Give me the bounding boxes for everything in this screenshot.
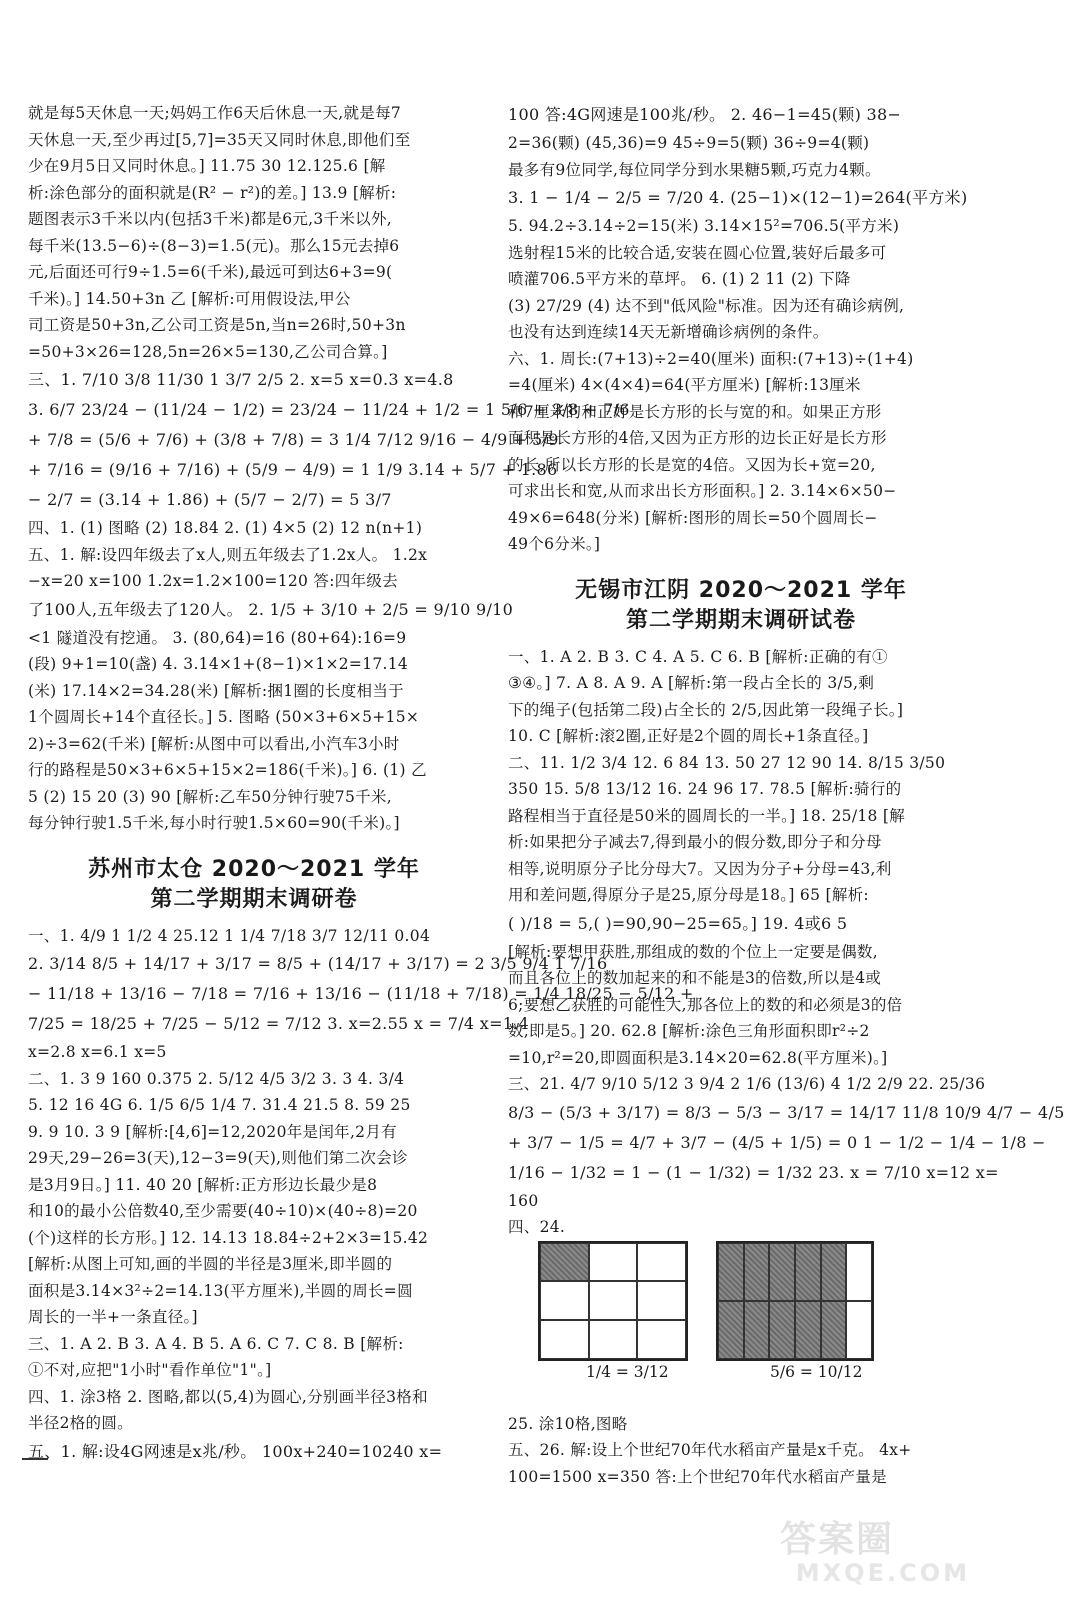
text-line: 选射程15米的比较合适,安装在圆心位置,装好后最多可 xyxy=(508,243,887,262)
text-line: 四、1. 涂3格 2. 图略,都以(5,4)为圆心,分别画半径3格和 xyxy=(28,1387,428,1406)
grid-figure-five-sixths xyxy=(716,1241,874,1361)
text-line: 10. C [解析:滚2圈,正好是2个圆的周长+1条直径。] xyxy=(508,727,869,745)
text-line: 2. 3/14 8/5 + 14/17 + 3/17 = 8/5 + (14/17 + 3/17) = 2 3/5 9/4 1 7/16 xyxy=(28,954,608,973)
text-line: 2=36(颗) (45,36)=9 45÷9=5(颗) 36÷9=4(颗) xyxy=(508,134,870,152)
text-line: 2)÷3=62(千米) [解析:从图中可以看出,小汽车3小时 xyxy=(28,734,400,753)
text-line: 1个圆周长+14个直径长。] 5. 图略 (50×3+6×5+15× xyxy=(28,708,420,726)
text-line: 五、26. 解:设上个世纪70年代水稻亩产量是x千克。 4x+ xyxy=(508,1441,912,1459)
text-line: 29天,29−26=3(天),12−3=9(天),则他们第二次会诊 xyxy=(28,1149,408,1167)
text-line: + 7/8 = (5/6 + 7/6) + (3/8 + 7/8) = 3 1/4 7/12 9/16 − 4/9 + 5/9 xyxy=(28,430,559,449)
text-line: 9. 9 10. 3 9 [解析:[4,6]=12,2020年是闰年,2月有 xyxy=(28,1122,397,1141)
text-line: 是3月9日。] 11. 40 20 [解析:正方形边长最少是8 xyxy=(28,1175,378,1194)
text-line: + 7/16 = (9/16 + 7/16) + (5/9 − 4/9) = 1 1/9 3.14 + 5/7 + 1.86 xyxy=(28,460,558,479)
wuxi-title-line1: 无锡市江阴 2020～2021 学年 xyxy=(575,577,907,603)
text-line: − 2/7 = (3.14 + 1.86) + (5/7 − 2/7) = 5 3/7 xyxy=(28,490,392,509)
site-watermark xyxy=(780,1520,970,1586)
text-line: ( )/18 = 5,( )=90,90−25=65。] 19. 4或6 5 xyxy=(508,913,848,933)
suzhou-title-line2: 第二学期期末调研卷 xyxy=(150,886,358,912)
text-line: 可求出长和宽,从而求出长方形面积。] 2. 3.14×6×50− xyxy=(508,482,897,500)
text-line: 二、11. 1/2 3/4 12. 6 84 13. 50 27 12 90 14. 8/15 3/50 xyxy=(508,753,946,772)
text-line: 三、1. A 2. B 3. A 4. B 5. A 6. C 7. C 8. B [解析: xyxy=(28,1334,404,1353)
text-line: =10,r²=20,即圆面积是3.14×20=62.8(平方厘米)。] xyxy=(508,1048,888,1067)
text-line: 也没有达到连续14天无新增确诊病例的条件。 xyxy=(508,323,829,341)
right-text-block-1 xyxy=(508,100,974,558)
text-line: 一、1. 4/9 1 1/2 4 25.12 1 1/4 7/18 3/7 12/11 0.04 xyxy=(28,926,431,945)
text-line: 7/25 = 18/25 + 7/25 − 5/12 = 7/12 3. x=2.55 x = 7/4 x=1.4 xyxy=(28,1014,530,1033)
text-line: 千米)。] 14.50+3n 乙 [解析:可用假设法,甲公 xyxy=(28,289,351,308)
text-line: 三、1. 7/10 3/8 11/30 1 3/7 2/5 2. x=5 x=0.3 x=4.8 xyxy=(28,370,454,389)
text-line: −x=20 x=100 1.2x=1.2×100=120 答:四年级去 xyxy=(28,572,398,590)
text-line: 5. 94.2÷3.14÷2=15(米) 3.14×15²=706.5(平方米) xyxy=(508,217,900,235)
grid-figure-quarter xyxy=(538,1241,688,1361)
text-line: 少在9月5日又同时休息。] 11.75 30 12.125.6 [解 xyxy=(28,157,386,175)
text-line: ③④。] 7. A 8. A 9. A [解析:第一段占全长的 3/5,剩 xyxy=(508,674,875,692)
text-line: 了100人,五年级去了120人。 2. 1/5 + 3/10 + 2/5 = 9/10 9/10 xyxy=(28,599,514,619)
text-line: (3) 27/29 (4) 达不到"低风险"标准。因为还有确诊病例, xyxy=(508,296,905,315)
text-line: 最多有9位同学,每位同学分到水果糖5颗,巧克力4颗。 xyxy=(508,160,881,179)
text-line: [解析:从图上可知,画的半圆的半径是3厘米,即半圆的 xyxy=(28,1255,393,1273)
text-line: [解析:要想甲获胜,那组成的数的个位上一定要是偶数, xyxy=(508,942,878,961)
right-column xyxy=(508,100,1065,1490)
text-line: 5. 12 16 4G 6. 1/5 6/5 1/4 7. 31.4 21.5 8. 59 25 xyxy=(28,1096,411,1114)
text-line: 用和差问题,得原分子是25,原分母是18。] 65 [解析: xyxy=(508,886,869,904)
figure-caption-2: 5/6 = 10/12 xyxy=(770,1362,863,1381)
text-line: 100=1500 x=350 答:上个世纪70年代水稻亩产量是 xyxy=(508,1467,887,1486)
text-line: 160 xyxy=(508,1191,539,1210)
text-line: 析:如果把分子减去7,得到最小的假分数,即分子和分母 xyxy=(508,833,882,851)
text-line: 3. 1 − 1/4 − 2/5 = 7/20 4. (25−1)×(12−1)=264(平方米) xyxy=(508,188,968,207)
text-line: + 3/7 − 1/5 = 4/7 + 3/7 − (4/5 + 1/5) = 0 1 − 1/2 − 1/4 − 1/8 − xyxy=(508,1132,1046,1152)
text-line: 三、21. 4/7 9/10 5/12 3 9/4 2 1/6 (13/6) 4 1/2 2/9 22. 25/36 xyxy=(508,1075,986,1093)
text-line: 49×6=648(分米) [解析:图形的周长=50个圆周长− xyxy=(508,508,878,527)
text-line: (段) 9+1=10(盏) 4. 3.14×1+(8−1)×1×2=17.14 xyxy=(28,655,409,673)
text-line: 喷灌706.5平方米的草坪。 6. (1) 2 11 (2) 下降 xyxy=(508,270,851,288)
text-line: 四、1. (1) 图略 (2) 18.84 2. (1) 4×5 (2) 12 n(n+1) xyxy=(28,519,423,537)
text-line: 行的路程是50×3+6×5+15×2=186(千米)。] 6. (1) 乙 xyxy=(28,761,427,779)
text-line: 5 (2) 15 20 (3) 90 [解析:乙车50分钟行驶75千米, xyxy=(28,787,392,806)
text-line: 相等,说明原分子比分母大7。又因为分子+分母=43,利 xyxy=(508,859,892,878)
text-line: 就是每5天休息一天;妈妈工作6天后休息一天,就是每7 xyxy=(28,104,402,122)
text-line: 每分钟行驶1.5千米,每小时行驶1.5×60=90(千米)。] xyxy=(28,814,400,832)
text-line: 天休息一天,至少再过[5,7]=35天又同时休息,即他们至 xyxy=(28,130,411,149)
text-line: 8/3 − (5/3 + 3/17) = 8/3 − 5/3 − 3/17 = 14/17 11/8 10/9 4/7 − 4/5 xyxy=(508,1102,1065,1122)
text-line: 一、1. A 2. B 3. C 4. A 5. C 6. B [解析:正确的有① xyxy=(508,647,888,666)
text-line: 半径2格的圆。 xyxy=(28,1414,133,1432)
text-line: 二、1. 3 9 160 0.375 2. 5/12 4/5 3/2 3. 3 4. 3/4 xyxy=(28,1069,405,1088)
text-line: 路程相当于直径是50米的圆周长的一半。] 18. 25/18 [解 xyxy=(508,806,906,825)
text-line: 司工资是50+3n,乙公司工资是5n,当n=26时,50+3n xyxy=(28,316,406,334)
text-line: 周长的一半+一条直径。] xyxy=(28,1308,198,1326)
text-line: 四、24. xyxy=(508,1218,566,1236)
fraction-figures xyxy=(538,1241,974,1411)
text-line: 和10的最小公倍数40,至少需要(40÷10)×(40÷8)=20 xyxy=(28,1202,418,1220)
text-line: 6;要想乙获胜的可能性大,那各位上的数的和必须是3的倍 xyxy=(508,995,903,1014)
text-line: 六、1. 周长:(7+13)÷2=40(厘米) 面积:(7+13)÷(1+4) xyxy=(508,349,914,368)
suzhou-title-line1: 苏州市太仓 2020～2021 学年 xyxy=(88,856,420,882)
watermark-en: MXQE.COM xyxy=(795,1559,970,1587)
text-line: <1 隧道没有挖通。 3. (80,64)=16 (80+64):16=9 xyxy=(28,628,407,647)
text-line: 和7厘米的和正好是长方形的长与宽的和。如果正方形 xyxy=(508,402,882,421)
text-line: 析:涂色部分的面积就是(R² − r²)的差。] 13.9 [解析: xyxy=(28,183,397,202)
text-line: 49个6分米。] xyxy=(508,535,601,553)
text-line: ①不对,应把"1小时"看作单位"1"。] xyxy=(28,1361,272,1379)
text-line: (个)这样的长方形。] 12. 14.13 18.84÷2+2×3=15.42 xyxy=(28,1228,429,1247)
text-line: 面积是长方形的4倍,又因为正方形的边长正好是长方形 xyxy=(508,429,887,447)
text-line: 而且各位上的数加起来的和不能是3的倍数,所以是4或 xyxy=(508,969,882,987)
text-line: 下的绳子(包括第二段)占全长的 2/5,因此第一段绳子长。] xyxy=(508,700,904,719)
page-corner-mark xyxy=(22,1458,48,1460)
text-line: 25. 涂10格,图略 xyxy=(508,1414,628,1433)
text-line: 五、1. 解:设四年级去了x人,则五年级去了1.2x人。 1.2x xyxy=(28,545,428,564)
text-line: 五、1. 解:设4G网速是x兆/秒。 100x+240=10240 x= xyxy=(28,1441,443,1461)
right-text-block-3 xyxy=(508,1411,974,1491)
text-line: 面积是3.14×3²÷2=14.13(平方厘米),半圆的周长=圆 xyxy=(28,1281,413,1300)
text-line: x=2.8 x=6.1 x=5 xyxy=(28,1043,167,1061)
text-line: − 11/18 + 13/16 − 7/18 = 7/16 + 13/16 − (11/18 + 7/18) = 1/4 18/25 − 5/12 + xyxy=(28,984,694,1003)
text-line: 每千米(13.5−6)÷(8−3)=1.5(元)。那么15元去掉6 xyxy=(28,236,400,255)
text-line: 数,即是5。] 20. 62.8 [解析:涂色三角形面积即r²÷2 xyxy=(508,1022,870,1040)
right-text-block-2 xyxy=(508,644,1065,1241)
figure-caption-1: 1/4 = 3/12 xyxy=(586,1362,669,1381)
text-line: =4(厘米) 4×(4×4)=64(平方厘米) [解析:13厘米 xyxy=(508,376,861,394)
text-line: 题图表示3千米以内(包括3千米)都是6元,3千米以外, xyxy=(28,210,392,228)
watermark-cn: 答案圈 xyxy=(780,1519,895,1560)
text-line: 350 15. 5/8 13/12 16. 24 96 17. 78.5 [解析:骑行的 xyxy=(508,780,902,798)
text-line: 100 答:4G网速是100兆/秒。 2. 46−1=45(颗) 38− xyxy=(508,105,902,124)
text-line: 元,后面还可行9÷1.5=6(千米),最远可到达6+3=9( xyxy=(28,263,393,281)
text-line: =50+3×26=128,5n=26×5=130,乙公司合算。] xyxy=(28,342,388,361)
text-line: 3. 6/7 23/24 − (11/24 − 1/2) = 23/24 − 11/24 + 1/2 = 1 5/6 + 3/8 + 7/6 xyxy=(28,400,630,419)
wuxi-title-line2: 第二学期期末调研试卷 xyxy=(625,607,856,633)
text-line: (米) 17.14×2=34.28(米) [解析:捆1圈的长度相当于 xyxy=(28,681,404,700)
text-line: 1/16 − 1/32 = 1 − (1 − 1/32) = 1/32 23. x = 7/10 x=12 x= xyxy=(508,1162,999,1182)
text-line: 的长,所以长方形的长是宽的4倍。又因为长+宽=20, xyxy=(508,455,876,474)
